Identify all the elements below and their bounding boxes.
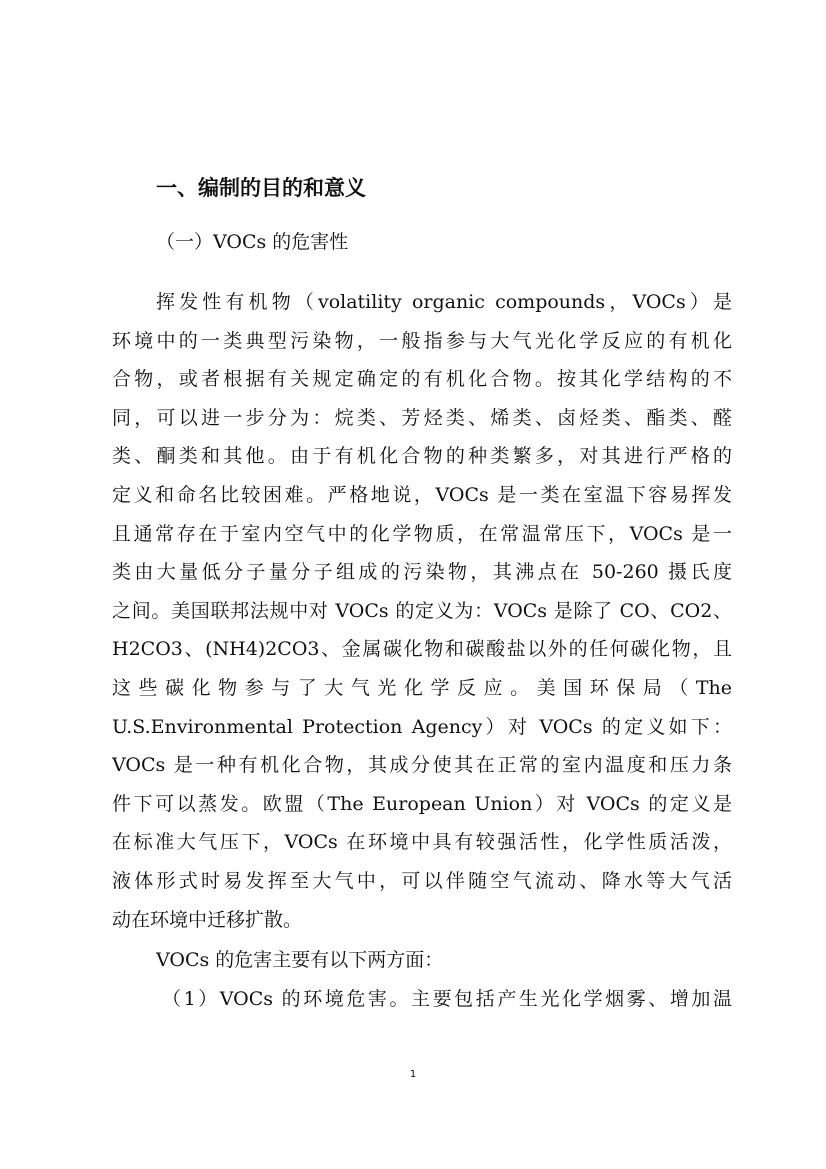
text-line: 类由大量低分子量分子组成的污染物，其沸点在 50-260 摄氏度 <box>112 561 732 584</box>
section-heading: 一、编制的目的和意义 <box>156 176 366 200</box>
text-line: 这些碳化物参与了大气光化学反应。美国环保局（The <box>112 676 732 699</box>
text-line: 液体形式时易发挥至大气中，可以伴随空气流动、降水等大气活 <box>112 869 732 892</box>
text-line: 且通常存在于室内空气中的化学物质，在常温常压下，VOCs 是一 <box>112 522 732 545</box>
text-line: 环境中的一类典型污染物，一般指参与大气光化学反应的有机化 <box>112 329 732 352</box>
text-line: （1）VOCs 的环境危害。主要包括产生光化学烟雾、增加温 <box>162 987 732 1010</box>
text-line: 合物，或者根据有关规定确定的有机化合物。按其化学结构的不 <box>112 368 732 391</box>
text-line: 之间。美国联邦法规中对 VOCs 的定义为：VOCs 是除了 CO、CO2、 <box>112 599 732 622</box>
text-line: 同，可以进一步分为：烷类、芳烃类、烯类、卤烃类、酯类、醛 <box>112 406 732 429</box>
text-line: 类、酮类和其他。由于有机化合物的种类繁多，对其进行严格的 <box>112 445 732 468</box>
text-line: 在标准大气压下，VOCs 在环境中具有较强活性，化学性质活泼， <box>112 831 732 854</box>
subsection-heading: （一）VOCs 的危害性 <box>156 231 349 253</box>
paragraph-voc-definition <box>112 283 732 939</box>
paragraph-voc-hazards <box>112 941 732 1018</box>
text-line: 动在环境中迁移扩散。 <box>112 908 303 931</box>
text-line: 件下可以蒸发。欧盟（The European Union）对 VOCs 的定义是 <box>112 792 732 815</box>
text-line: 定义和命名比较困难。严格地说，VOCs 是一类在室温下容易挥发 <box>112 483 732 506</box>
text-line: VOCs 的危害主要有以下两方面： <box>156 949 444 971</box>
text-line: VOCs 是一种有机化合物，其成分使其在正常的室内温度和压力条 <box>112 754 732 777</box>
page-number: 1 <box>409 1069 417 1080</box>
text-line: 挥发性有机物（volatility organic compounds，VOCs）是 <box>156 291 732 313</box>
text-line: U.S.Environmental Protection Agency）对 VOCs 的定义如下： <box>112 715 732 738</box>
text-line: H2CO3、(NH4)2CO3、金属碳化物和碳酸盐以外的任何碳化物，且 <box>112 638 732 661</box>
